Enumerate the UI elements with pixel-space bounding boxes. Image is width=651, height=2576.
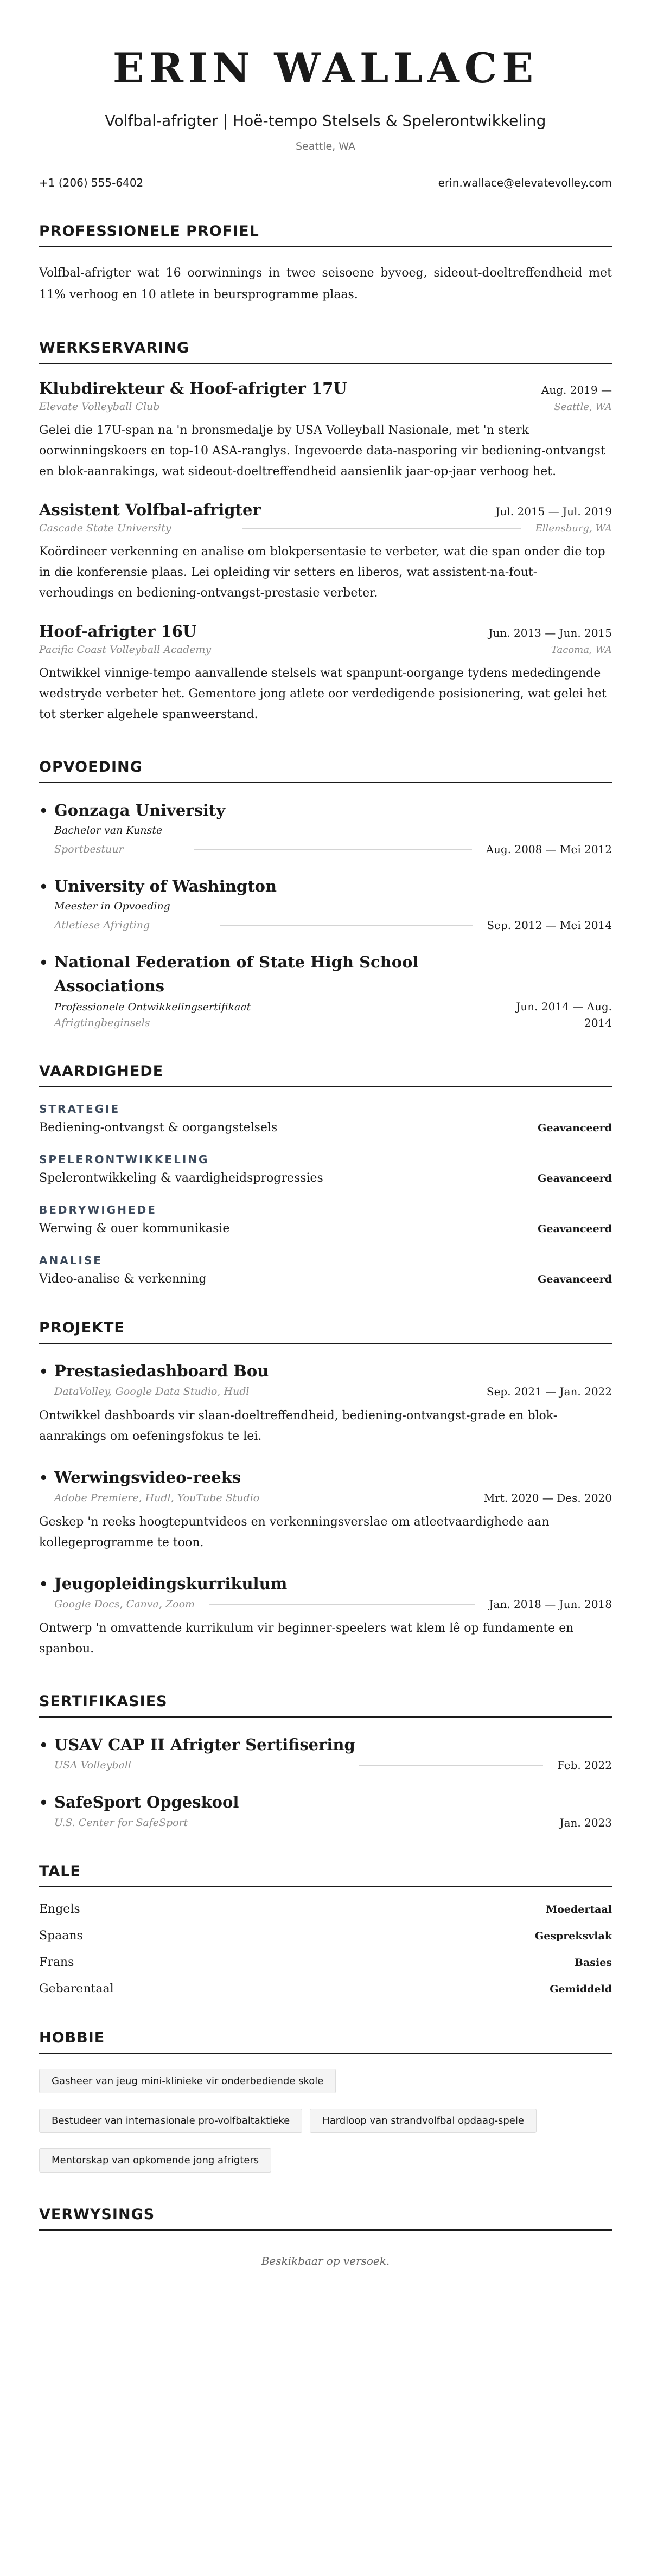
- job-date: Jul. 2015 — Jul. 2019: [495, 505, 612, 518]
- language-name: Engels: [39, 1902, 80, 1916]
- project-date: Jan. 2018 — Jun. 2018: [489, 1598, 612, 1611]
- skill-category: STRATEGIE: [39, 1103, 120, 1116]
- job-description: Ontwikkel vinnige-tempo aanvallende stelsels wat spanpunt-oorgange tydens mededingende wedstryde verbeter het. Gementore jong atlete oor verdedigende posisionering, wat gelei het tot sterker algehele spanweerstand.: [39, 667, 607, 721]
- job-description: Gelei die 17U-span na 'n bronsmedalje by USA Volleyball Nasionale, met 'n sterk oorwinningskoers en top-10 ASA-ranglys. Ingevoerde data-nasporing vir bediening-ontvangst en blok-aanrakings, wat sideout-doeltreffendheid aansienlik jaar-op-jaar verhoog het.: [39, 424, 605, 478]
- certification-issuer: U.S. Center for SafeSport: [54, 1817, 188, 1829]
- certification-entry: [39, 1733, 612, 1772]
- job-title: Assistent Volfbal-afrigter: [39, 501, 261, 519]
- language-name: Frans: [39, 1956, 74, 1969]
- language-level: Gemiddeld: [550, 1983, 612, 1995]
- project-entry: [39, 1572, 612, 1659]
- job-entry: [39, 622, 612, 725]
- job-organization: Cascade State University: [39, 522, 171, 534]
- references-note: Beskikbaar op versoek.: [261, 2254, 390, 2267]
- section-title: HOBBIE: [39, 2029, 612, 2054]
- section-title: TALE: [39, 1863, 612, 1887]
- skill-group: [39, 1153, 612, 1185]
- skill-level: Geavanceerd: [538, 1122, 612, 1134]
- languages-section: [39, 1863, 612, 1996]
- dotted-leader: [194, 849, 472, 850]
- section-title: SERTIFIKASIES: [39, 1693, 612, 1718]
- job-title: Klubdirekteur & Hoof-afrigter 17U: [39, 379, 347, 398]
- projects-section: [39, 1319, 612, 1659]
- candidate-name: ERIN WALLACE: [112, 44, 539, 92]
- phone-number[interactable]: +1 (206) 555-6402: [39, 176, 144, 189]
- certification-date: Feb. 2022: [557, 1759, 612, 1772]
- bullet-icon: •: [39, 1364, 48, 1380]
- hobby-chip-list: [39, 2069, 612, 2173]
- education-date-continued: 2014: [584, 1016, 612, 1029]
- certifications-section: [39, 1693, 612, 1829]
- project-name: Jeugopleidingskurrikulum: [54, 1574, 288, 1593]
- candidate-location: Seattle, WA: [295, 140, 356, 152]
- project-name: Werwingsvideo-reeks: [54, 1468, 241, 1486]
- field-of-study: Atletiese Afrigting: [54, 919, 150, 931]
- certification-issuer: USA Volleyball: [54, 1759, 131, 1771]
- dotted-leader: [359, 1765, 543, 1766]
- skill-name: Video-analise & verkenning: [39, 1272, 207, 1286]
- job-location: Ellensburg, WA: [535, 522, 612, 534]
- job-location: Tacoma, WA: [551, 644, 612, 656]
- language-row: [39, 1982, 612, 1996]
- language-name: Spaans: [39, 1929, 83, 1943]
- job-description: Koördineer verkenning en analise om blokpersentasie te verbeter, wat die span onder die top in die konferensie plaas. Lei opleiding vir setters en liberos, wat assistent-na-fout-verhoudings en bediening-ontvangst-prestasie verbeter.: [39, 545, 605, 600]
- hobby-chip: Gasheer van jeug mini-klinieke vir onderbediende skole: [39, 2069, 336, 2093]
- email-address[interactable]: erin.wallace@elevatevolley.com: [438, 176, 612, 189]
- bullet-icon: •: [39, 1795, 48, 1811]
- section-title: PROJEKTE: [39, 1319, 612, 1344]
- section-title: VERWYSINGS: [39, 2206, 612, 2231]
- section-title: WERKSERVARING: [39, 339, 612, 364]
- job-organization: Pacific Coast Volleyball Academy: [39, 644, 212, 656]
- dotted-leader: [242, 528, 521, 529]
- skill-category: ANALISE: [39, 1254, 103, 1267]
- degree-name: Bachelor van Kunste: [54, 824, 163, 836]
- language-level: Gespreksvlak: [535, 1930, 612, 1942]
- job-entry: [39, 379, 612, 482]
- school-name: Gonzaga University: [54, 801, 226, 819]
- education-entry: [39, 798, 612, 856]
- skill-level: Geavanceerd: [538, 1223, 612, 1235]
- school-name: National Federation of State High School Associations: [54, 953, 419, 995]
- language-level: Basies: [574, 1957, 612, 1969]
- project-entry: [39, 1465, 612, 1553]
- profile-section: [39, 223, 612, 306]
- hobby-chip: Mentorskap van opkomende jong afrigters: [39, 2148, 271, 2173]
- education-entry: [39, 950, 612, 1029]
- hobby-chip: Bestudeer van internasionale pro-volfbaltaktieke: [39, 2109, 302, 2133]
- language-level: Moedertaal: [546, 1904, 612, 1915]
- skill-name: Werwing & ouer kommunikasie: [39, 1222, 230, 1235]
- project-tools: Google Docs, Canva, Zoom: [54, 1598, 195, 1610]
- skill-group: [39, 1103, 612, 1135]
- section-title: VAARDIGHEDE: [39, 1063, 612, 1087]
- project-tools: DataVolley, Google Data Studio, Hudl: [54, 1386, 250, 1398]
- language-name: Gebarentaal: [39, 1982, 114, 1996]
- resume-header: [39, 44, 612, 189]
- job-title: Hoof-afrigter 16U: [39, 622, 197, 640]
- skill-group: [39, 1203, 612, 1235]
- project-tools: Adobe Premiere, Hudl, YouTube Studio: [54, 1492, 260, 1504]
- skill-level: Geavanceerd: [538, 1273, 612, 1285]
- dotted-leader: [209, 1604, 475, 1605]
- skill-name: Spelerontwikkeling & vaardigheidsprogressies: [39, 1171, 323, 1185]
- certification-name: USAV CAP II Afrigter Sertifisering: [54, 1735, 355, 1754]
- experience-section: [39, 339, 612, 725]
- skill-category: BEDRYWIGHEDE: [39, 1203, 157, 1216]
- job-date: Jun. 2013 — Jun. 2015: [488, 626, 612, 639]
- degree-name: Meester in Opvoeding: [54, 900, 170, 912]
- dotted-leader: [220, 925, 473, 926]
- language-row: [39, 1929, 612, 1943]
- education-section: [39, 759, 612, 1029]
- skill-name: Bediening-ontvangst & oorgangstelsels: [39, 1121, 278, 1135]
- job-date: Aug. 2019 —: [541, 383, 612, 396]
- contact-row: [39, 176, 612, 189]
- job-organization: Elevate Volleyball Club: [39, 401, 160, 413]
- certification-name: SafeSport Opgeskool: [54, 1793, 239, 1811]
- skills-section: [39, 1063, 612, 1286]
- project-date: Sep. 2021 — Jan. 2022: [486, 1385, 612, 1398]
- bullet-icon: •: [39, 879, 48, 895]
- section-title: PROFESSIONELE PROFIEL: [39, 223, 612, 247]
- skill-level: Geavanceerd: [538, 1172, 612, 1184]
- job-location: Seattle, WA: [554, 401, 612, 413]
- project-description: Geskep 'n reeks hoogtepuntvideos en verkenningsverslae om atleetvaardighede aan kollegeprogramme te toon.: [39, 1515, 550, 1549]
- bullet-icon: •: [39, 1470, 48, 1486]
- degree-name: Professionele Ontwikkelingsertifikaat: [54, 1001, 251, 1013]
- project-name: Prestasiedashboard Bou: [54, 1362, 269, 1380]
- language-row: [39, 1902, 612, 1916]
- references-section: [39, 2206, 612, 2267]
- candidate-tagline: Volfbal-afrigter | Hoë-tempo Stelsels & Spelerontwikkeling: [105, 112, 546, 130]
- project-description: Ontwerp 'n omvattende kurrikulum vir beginner-speelers wat klem lê op fundamente en spanbou.: [39, 1622, 574, 1656]
- school-name: University of Washington: [54, 877, 277, 895]
- language-row: [39, 1956, 612, 1969]
- education-date: Sep. 2012 — Mei 2014: [487, 919, 612, 932]
- field-of-study: Afrigtingbeginsels: [54, 1017, 150, 1029]
- job-entry: [39, 501, 612, 604]
- education-date: Jun. 2014 — Aug.: [516, 1000, 612, 1013]
- bullet-icon: •: [39, 1577, 48, 1593]
- education-entry: [39, 874, 612, 932]
- skill-group: [39, 1254, 612, 1286]
- project-entry: [39, 1359, 612, 1447]
- education-date: Aug. 2008 — Mei 2012: [486, 843, 612, 856]
- section-title: OPVOEDING: [39, 759, 612, 783]
- hobby-chip: Hardloop van strandvolfbal opdaag-spele: [310, 2109, 537, 2133]
- certification-date: Jan. 2023: [559, 1816, 612, 1829]
- hobbies-section: [39, 2029, 612, 2173]
- bullet-icon: •: [39, 955, 48, 971]
- project-description: Ontwikkel dashboards vir slaan-doeltreffendheid, bediening-ontvangst-grade en blok-aanrakings om oefeningsfokus te lei.: [39, 1409, 558, 1443]
- certification-entry: [39, 1790, 612, 1829]
- bullet-icon: •: [39, 803, 48, 819]
- project-date: Mrt. 2020 — Des. 2020: [483, 1491, 612, 1504]
- field-of-study: Sportbestuur: [54, 843, 124, 855]
- profile-summary: Volfbal-afrigter wat 16 oorwinnings in twee seisoene byvoeg, sideout-doeltreffendheid met 11% verhoog en 10 atlete in beursprogramme plaas.: [39, 266, 612, 302]
- bullet-icon: •: [39, 1738, 48, 1754]
- skill-category: SPELERONTWIKKELING: [39, 1153, 209, 1166]
